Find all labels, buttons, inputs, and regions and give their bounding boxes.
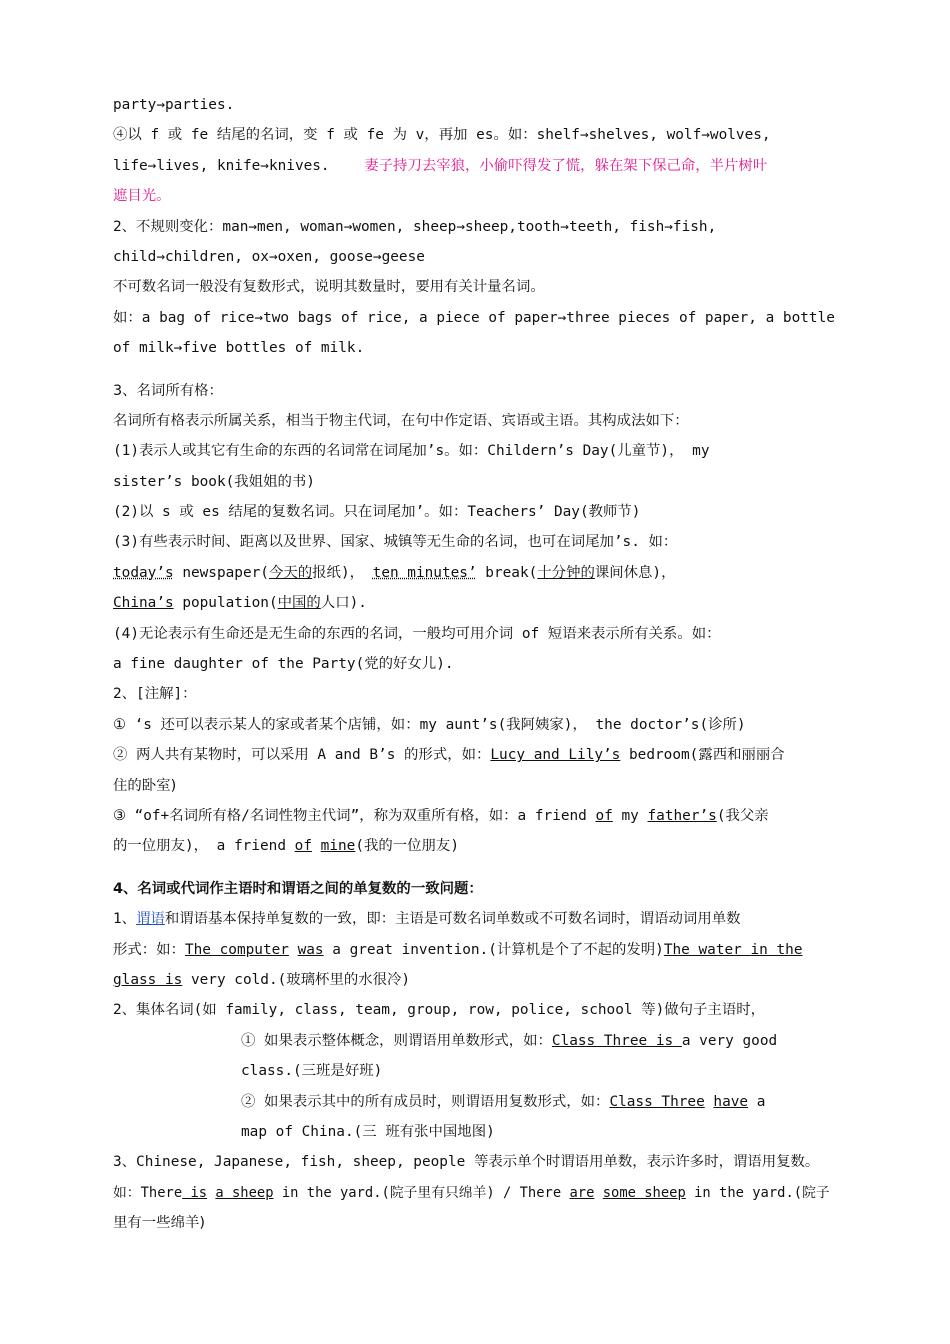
text-run: (我的一位朋友) [355, 838, 459, 855]
text-run: newspaper( [173, 564, 269, 581]
text-line: child→children, ox→oxen, goose→geese [113, 248, 425, 265]
text-line [113, 935, 837, 965]
text-line: 2、不规则变化：man→men, woman→women, sheep→sheep,tooth→teeth, fish→fish, [113, 218, 717, 235]
text-line: a fine daughter of the Party(党的好女儿). [113, 656, 454, 673]
text-line [113, 151, 837, 181]
text-line: ① ‘s 还可以表示某人的家或者某个店铺，如：my aunt’s(我阿姨家)， the doctor’s(诊所) [113, 716, 746, 733]
text-line: 3、Chinese, Japanese, fish, sheep, people 等表示单个时谓语用单数，表示许多时，谓语用复数。 [113, 1154, 820, 1171]
text-run: 课间休息)， [594, 564, 676, 581]
text-line [113, 740, 837, 770]
text-run: 如：There [113, 1184, 183, 1201]
text-line [113, 904, 837, 934]
underlined-text: is [182, 1184, 208, 1201]
text-line: 不可数名词一般没有复数形式，说明其数量时，要用有关计量名词。 [113, 279, 545, 296]
text-line [113, 1087, 837, 1117]
text-run: ③ “of+名词所有格/名词性物主代词”，称为双重所有格，如：a friend [113, 807, 596, 824]
text-line: of milk→five bottles of milk. [113, 340, 365, 357]
underlined-text: of [595, 807, 613, 824]
underlined-text: of [294, 838, 312, 855]
glossary-link[interactable]: 谓语 [136, 911, 165, 928]
text-run [312, 838, 321, 854]
underlined-text: The computer [184, 941, 289, 958]
text-line: 2、[注解]： [113, 686, 197, 703]
text-line: map of China.(三 班有张中国地图) [241, 1123, 495, 1140]
text-run: a very good [681, 1032, 778, 1049]
text-line: 名词所有格表示所属关系，相当于物主代词，在句中作定语、宾语或主语。其构成法如下： [113, 412, 689, 429]
text-line [113, 831, 837, 861]
text-line: 里有一些绵羊) [113, 1215, 205, 1232]
text-run: 的一位朋友)， a friend [113, 838, 295, 855]
text-line: (1)表示人或其它有生命的东西的名词常在词尾加’s。如：Childern’s Day(儿童节)， my [113, 443, 710, 460]
underlined-text: China’s [113, 595, 174, 612]
text-run: in the yard.(院子 [685, 1184, 830, 1201]
underlined-text: 今天的 [268, 564, 313, 581]
text-line: (4)无论表示有生命还是无生命的东西的名词，一般均可用介词 of 短语来表示所有关系。如： [113, 625, 721, 642]
text-run: life→lives, knife→knives. [113, 157, 330, 174]
text-run: break( [476, 564, 538, 581]
text-run: ① 如果表示整体概念，则谓语用单数形式，如： [241, 1032, 552, 1049]
text-line: sister’s book(我姐姐的书) [113, 473, 315, 490]
text-run [289, 942, 298, 958]
text-line: class.(三班是好班) [241, 1063, 383, 1080]
text-run: ② 如果表示其中的所有成员时，则谓语用复数形式，如： [241, 1093, 610, 1110]
text-line: (2)以 s 或 es 结尾的复数名词。只在词尾加’。如：Teachers’ Day(教师节) [113, 504, 641, 521]
underlined-text: some sheep [602, 1184, 686, 1201]
text-line: 住的卧室) [113, 777, 177, 794]
underlined-text: mine [320, 838, 356, 855]
underlined-text: The water in the [663, 941, 803, 958]
text-run: my [612, 807, 648, 824]
text-line [113, 1178, 837, 1208]
text-line [113, 558, 837, 588]
text-run: bedroom(露西和丽丽合 [620, 747, 785, 764]
underlined-text: a sheep [215, 1184, 274, 1201]
mnemonic-text: 妻子持刀去宰狼，小偷吓得发了慌，躲在架下保己命，半片树叶 [364, 157, 768, 174]
mnemonic-text: 遮目光。 [113, 188, 171, 205]
text-run: very cold.(玻璃杯里的水很冷) [182, 971, 411, 988]
underlined-text: Class Three [609, 1093, 705, 1110]
text-run: 和谓语基本保持单复数的一致，即：主语是可数名词单数或不可数名词时，谓语动词用单数 [164, 911, 741, 928]
text-line [113, 1026, 837, 1056]
text-run: (我父亲 [716, 807, 769, 824]
underlined-text: Class Three is [551, 1032, 682, 1049]
text-line: 2、集体名词(如 family, class, team, group, row, police, school 等)做句子主语时， [113, 1002, 765, 1019]
spacer [113, 364, 837, 376]
underlined-text: 十分钟的 [537, 564, 595, 581]
underlined-text: was [297, 941, 324, 958]
text-line [113, 801, 837, 831]
underlined-text: glass is [113, 971, 183, 988]
section-heading: 4、名词或代词作主语时和谓语之间的单复数的一致问题： [113, 880, 483, 897]
text-line [113, 965, 837, 995]
text-run: 形式：如： [113, 941, 185, 958]
spacer [113, 862, 837, 874]
text-line: 如：a bag of rice→two bags of rice, a piece of paper→three pieces of paper, a bottle [113, 309, 835, 326]
text-line: party→parties. [113, 97, 235, 113]
text-run: 人口). [320, 595, 367, 612]
text-line: ④以 f 或 fe 结尾的名词，变 f 或 fe 为 v，再加 es。如：shelf→shelves, wolf→wolves, [113, 127, 771, 144]
underlined-text: father’s [647, 807, 717, 824]
text-run: ② 两人共有某物时，可以采用 A and B’s 的形式，如： [113, 747, 491, 764]
document-page [113, 90, 837, 1238]
underlined-text: today’s [113, 564, 174, 581]
text-line [113, 588, 837, 618]
underlined-text: Lucy and Lily’s [490, 747, 621, 764]
underlined-text: have [713, 1093, 749, 1110]
text-run: a great invention.(计算机是个了不起的发明) [323, 941, 664, 958]
text-line: (3)有些表示时间、距离以及世界、国家、城镇等无生命的名词，也可在词尾加’s. 如： [113, 534, 678, 551]
text-run: 1、 [113, 911, 137, 928]
text-run: a [748, 1093, 766, 1110]
underlined-text: ten minutes’ [372, 564, 477, 581]
underlined-text: are [569, 1184, 595, 1201]
underlined-text: 中国的 [277, 595, 321, 612]
text-run: in the yard.(院子里有只绵羊) / There [273, 1184, 570, 1201]
text-run [594, 1185, 602, 1201]
text-run: 报纸)， [312, 564, 373, 581]
section-heading: 3、名词所有格： [113, 382, 223, 399]
text-run: population( [173, 595, 278, 612]
